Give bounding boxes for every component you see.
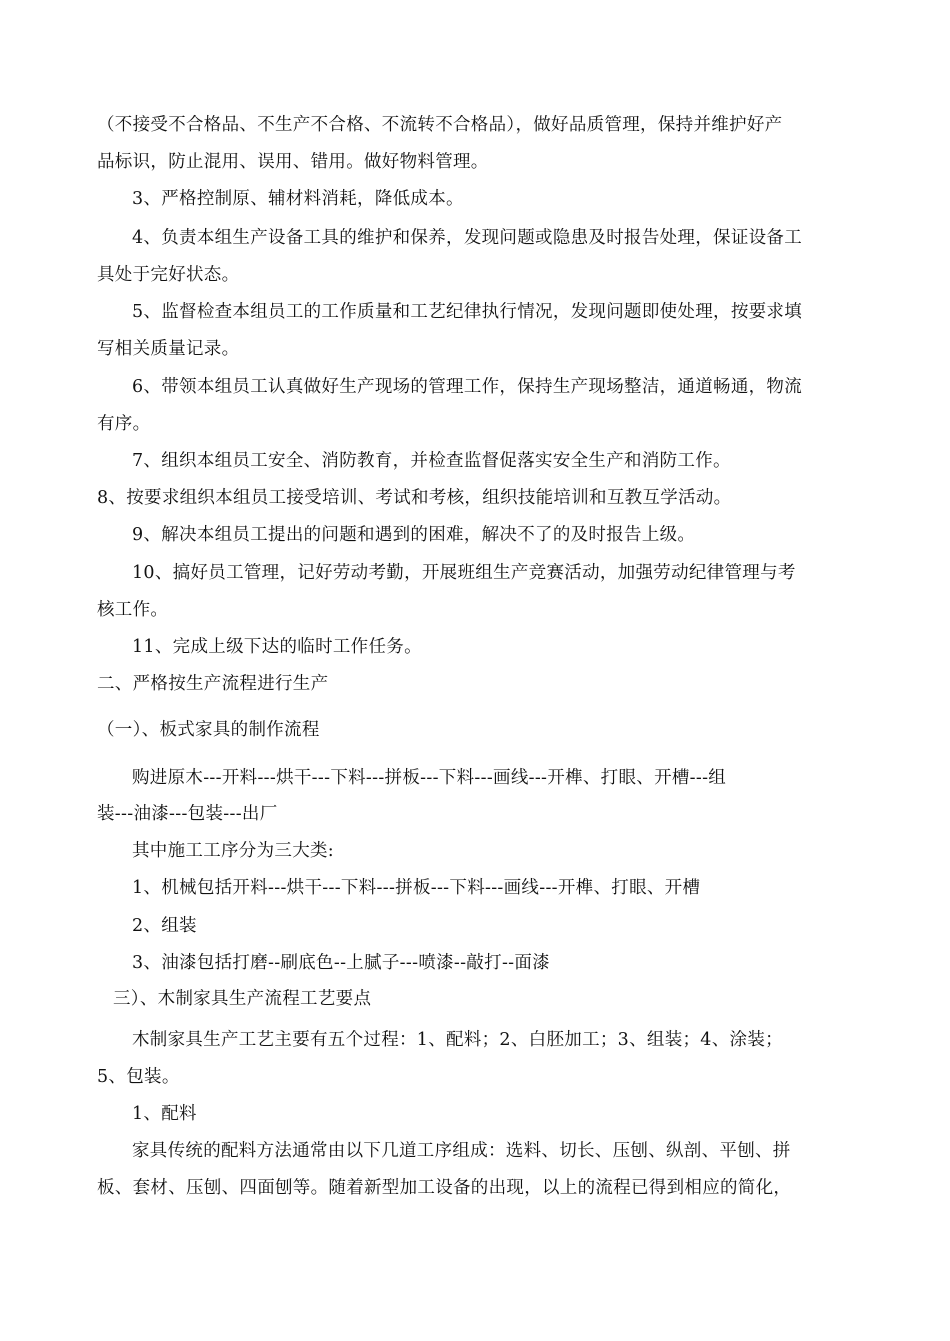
text-line: 具处于完好状态。: [97, 265, 240, 285]
text-line: 写相关质量记录。: [97, 339, 240, 359]
subsection-heading: 三）、木制家具生产流程工艺要点: [113, 989, 372, 1009]
text-line: 8、按要求组织本组员工接受培训、考试和考核，组织技能培训和互教互学活动。: [97, 488, 732, 508]
text-line: 其中施工工序分为三大类:: [132, 841, 334, 861]
text-line: 板、套材、压刨、四面刨等。随着新型加工设备的出现，以上的流程已得到相应的简化，: [97, 1178, 792, 1198]
text-line: 9、解决本组员工提出的问题和遇到的困难，解决不了的及时报告上级。: [132, 525, 696, 545]
text-line: 5、监督检查本组员工的工作质量和工艺纪律执行情况，发现问题即使处理，按要求填: [132, 302, 803, 322]
section-heading: 二、严格按生产流程进行生产: [97, 674, 329, 694]
text-line: 2、组装: [132, 916, 197, 936]
text-line: 1、配料: [132, 1104, 197, 1124]
text-line: 3、油漆包括打磨--刷底色--上腻子---喷漆--敲打--面漆: [132, 953, 550, 973]
text-line: 11、完成上级下达的临时工作任务。: [132, 637, 422, 657]
text-line: 木制家具生产工艺主要有五个过程：1、配料；2、白胚加工；3、组装；4、涂装；: [132, 1030, 783, 1050]
text-line: 5、包装。: [97, 1067, 180, 1087]
subsection-heading: （一）、板式家具的制作流程: [97, 720, 320, 740]
text-line: 7、组织本组员工安全、消防教育，并检查监督促落实安全生产和消防工作。: [132, 451, 731, 471]
text-line: 1、机械包括开料---烘干---下料---拼板---下料---画线---开榫、打眼、开槽: [132, 878, 701, 898]
text-line: （不接受不合格品、不生产不合格、不流转不合格品），做好品质管理，保持并维护好产: [97, 115, 783, 135]
text-line: 品标识，防止混用、误用、错用。做好物料管理。: [97, 152, 489, 172]
text-line: 4、负责本组生产设备工具的维护和保养，发现问题或隐患及时报告处理，保证设备工: [132, 228, 803, 248]
text-line: 有序。: [97, 414, 151, 434]
text-line: 10、搞好员工管理，记好劳动考勤，开展班组生产竞赛活动，加强劳动纪律管理与考: [132, 563, 796, 583]
text-line: 6、带领本组员工认真做好生产现场的管理工作，保持生产现场整洁，通道畅通，物流: [132, 377, 803, 397]
text-line: 家具传统的配料方法通常由以下几道工序组成：选料、切长、压刨、纵剖、平刨、拼: [132, 1141, 791, 1161]
text-line: 核工作。: [97, 600, 169, 620]
text-line: 3、严格控制原、辅材料消耗，降低成本。: [132, 189, 464, 209]
text-line: 装---油漆---包装---出厂: [97, 804, 278, 824]
text-line: 购进原木---开料---烘干---下料---拼板---下料---画线---开榫、打眼、开槽---组: [132, 768, 727, 788]
